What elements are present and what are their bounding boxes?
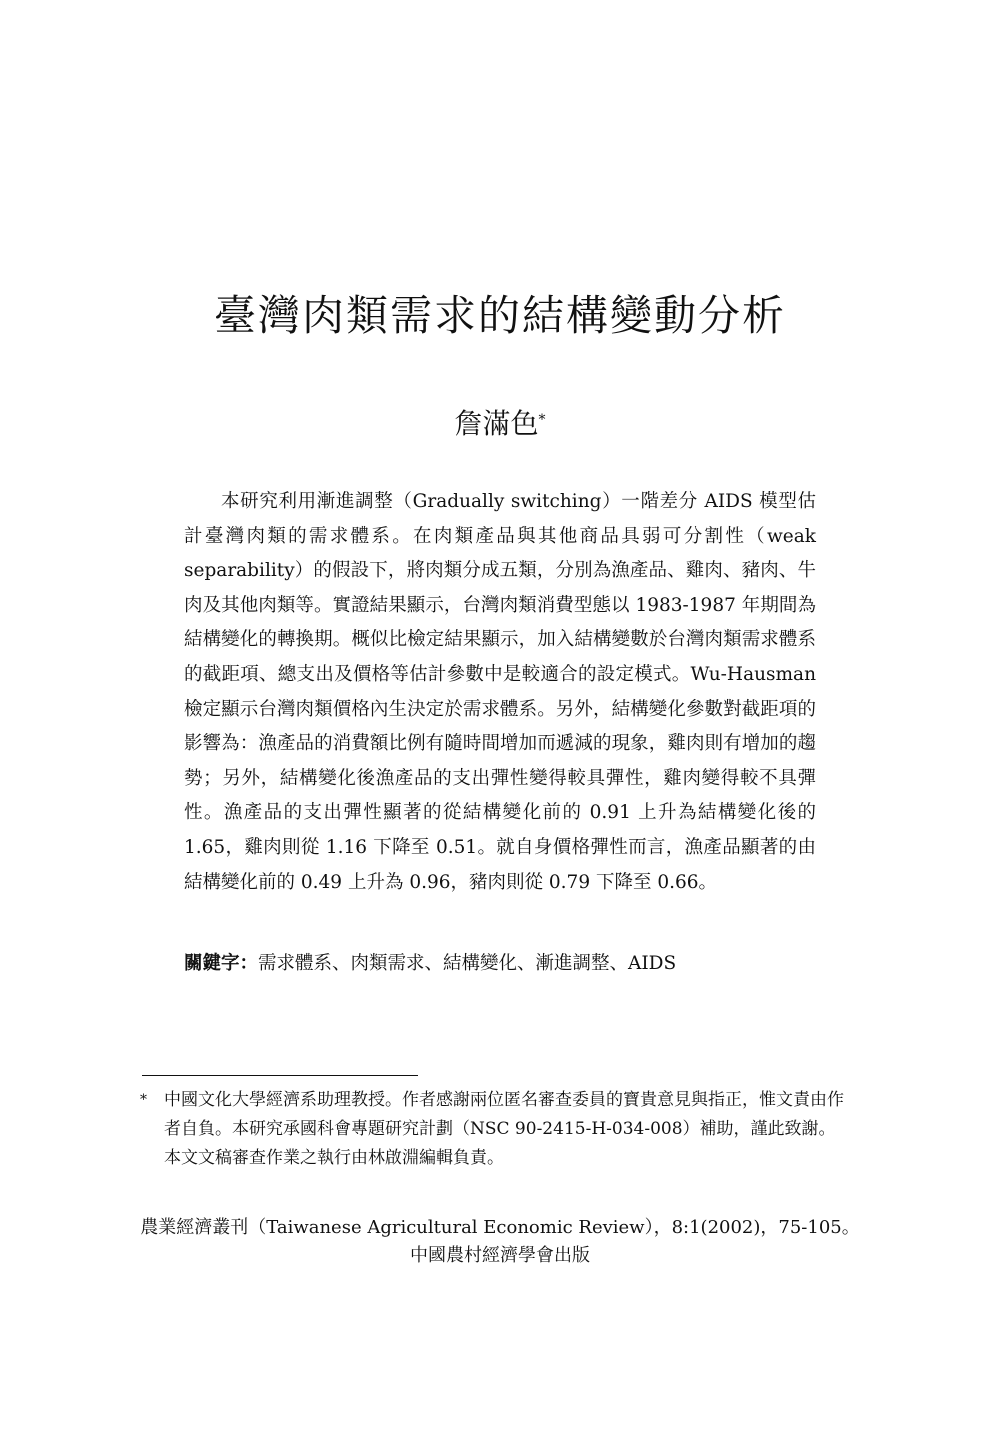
footnote-editor: 本文文稿審查作業之執行由林啟淵編輯負責。 (164, 1148, 504, 1168)
abstract-text: 本研究利用漸進調整（Gradually switching）一階差分 AIDS 模型估計臺灣肉類的需求體系。在肉類產品與其他商品具弱可分割性（weak separability）的假設下，將肉類分成五類，分別為漁產品、雞肉、豬肉、牛肉及其他肉類等。實證結果顯示，台灣肉類消費型態以 1983-1987 年期間為結構變化的轉換期。概似比檢定結果顯示，加入結構變數於台灣肉類需求體系的截距項、總支出及價格等估計參數中是較適合的設定模式。Wu-Hausman 檢定顯示台灣肉類價格內生決定於需求體系。另外，結構變化參數對截距項的影響為：漁產品的消費額比例有隨時間增加而遞減的現象，雞肉則有增加的趨勢；另外，結構變化後漁產品的支出彈性變得較具彈性，雞肉變得較不具彈性。漁產品的支出彈性顯著的從結構變化前的 0.91 上升為結構變化後的 1.65，雞肉則從 1.16 下降至 0.51。就自身價格彈性而言，漁產品顯著的由結構變化前的 0.49 上升為 0.96，豬肉則從 0.79 下降至 0.66。 (184, 491, 816, 893)
footnote-body (164, 1086, 860, 1173)
footnote-affiliation: 中國文化大學經濟系助理教授。作者感謝兩位匿名審查委員的寶貴意見與指正，惟文責由作者自負。本研究承國科會專題研究計劃（NSC 90-2415-H-034-008）補助，謹此致謝。 (164, 1090, 844, 1139)
keywords-label: 關鍵字： (184, 953, 259, 974)
journal-citation: 農業經濟叢刊（Taiwanese Agricultural Economic Review），8:1(2002)，75-105。 (140, 1217, 860, 1238)
footnote-divider (142, 1075, 418, 1076)
author-line (0, 404, 1000, 444)
journal-publisher: 中國農村經濟學會出版 (410, 1245, 590, 1266)
footnote-mark: * (140, 1092, 147, 1108)
author-name: 詹滿色 (454, 407, 539, 440)
keywords-line (184, 948, 824, 980)
journal-info (0, 1214, 1000, 1270)
paper-title: 臺灣肉類需求的結構變動分析 (213, 291, 786, 340)
footnote (140, 1086, 860, 1173)
author-footnote-mark: * (538, 412, 546, 428)
keywords-list: 需求體系、肉類需求、結構變化、漸進調整、AIDS (258, 953, 677, 974)
